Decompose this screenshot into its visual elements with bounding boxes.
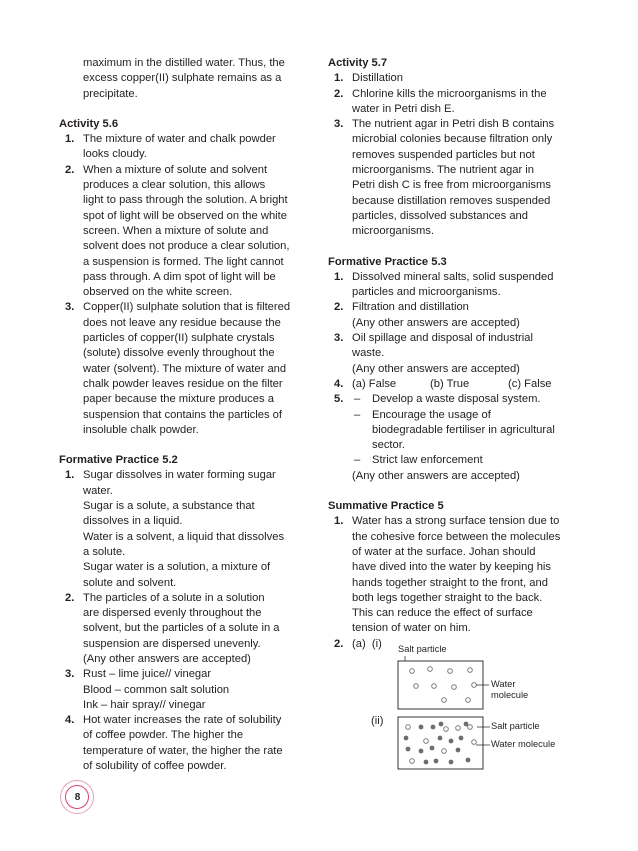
item-line: a solute. bbox=[83, 545, 126, 558]
item-line: (Any other answers are accepted) bbox=[352, 362, 520, 375]
water-molecule-circle bbox=[456, 726, 461, 731]
water-molecule-circle bbox=[410, 669, 415, 674]
item-line: microorganisms. bbox=[352, 225, 435, 238]
item-line: Filtration and distillation bbox=[352, 301, 469, 314]
item-number: 3. bbox=[334, 118, 344, 131]
item-number: 3. bbox=[334, 332, 344, 345]
item-number: 1. bbox=[334, 72, 344, 85]
container-box bbox=[398, 661, 483, 709]
item-line: waste. bbox=[352, 347, 385, 360]
intro-line: excess copper(II) sulphate remains as a bbox=[83, 72, 282, 85]
item-line: Blood – common salt solution bbox=[83, 683, 230, 696]
item-line: screen. When a mixture of solute and bbox=[83, 224, 269, 237]
dash-line: biodegradable fertiliser in agricultural bbox=[372, 423, 555, 436]
item-line: both legs together straight to the back. bbox=[352, 591, 543, 604]
item-line: particles of copper(II) sulphate crystals bbox=[83, 332, 275, 345]
item-line: Hot water increases the rate of solubility bbox=[83, 714, 282, 727]
item-line: a suspension is formed. The light cannot bbox=[83, 255, 284, 268]
page-number: 8 bbox=[74, 792, 81, 803]
formative-5-2-heading: Formative Practice 5.2 bbox=[59, 454, 178, 467]
dash-marker: – bbox=[354, 408, 361, 421]
salt-particle-dot bbox=[431, 725, 436, 730]
list-item bbox=[59, 713, 301, 774]
water-molecule-circle bbox=[468, 668, 473, 673]
item-line: temperature of water, the higher the rate bbox=[83, 744, 283, 757]
item-line: observed on the white screen. bbox=[83, 286, 233, 299]
item-line: Water is a solvent, a liquid that dissolves bbox=[83, 530, 285, 543]
item-number: 2. bbox=[334, 301, 344, 314]
water-molecule-circle bbox=[406, 725, 411, 730]
item-line: The mixture of water and chalk powder bbox=[83, 133, 276, 146]
item-line: suspension are dispersed unevenly. bbox=[83, 637, 261, 650]
intro-line: maximum in the distilled water. Thus, the bbox=[83, 57, 285, 69]
item-line: (Any other answers are accepted) bbox=[83, 652, 251, 665]
item-number: 3. bbox=[65, 668, 75, 681]
list-item bbox=[328, 514, 573, 636]
water-molecule-label: Water molecule bbox=[491, 739, 556, 749]
item-line: water (solvent). The mixture of water and bbox=[83, 362, 287, 375]
salt-particle-dot bbox=[449, 739, 454, 744]
item-line: The particles of a solute in a solution bbox=[83, 591, 265, 604]
list-item bbox=[59, 591, 301, 667]
item-line: Sugar dissolves in water forming sugar bbox=[83, 469, 276, 482]
salt-particle-dot bbox=[456, 748, 461, 753]
item-number: 1. bbox=[334, 515, 344, 528]
item-line: of water at the surface. Johan should bbox=[352, 545, 536, 558]
water-molecule-circle bbox=[424, 739, 429, 744]
dash-line: Develop a waste disposal system. bbox=[372, 393, 541, 406]
item-number: 1. bbox=[65, 469, 75, 482]
salt-particle-dot bbox=[434, 759, 439, 764]
dash-item bbox=[352, 408, 573, 454]
item-number: 3. bbox=[65, 301, 75, 314]
water-molecule-circle bbox=[410, 759, 415, 764]
formative-5-3-heading: Formative Practice 5.3 bbox=[328, 255, 447, 268]
water-molecule-circle bbox=[444, 727, 449, 732]
item-line: solute and solvent. bbox=[83, 576, 177, 589]
list-item bbox=[59, 667, 301, 713]
activity-5-6-heading: Activity 5.6 bbox=[59, 117, 119, 130]
water-molecule-circle bbox=[442, 698, 447, 703]
salt-particle-dot bbox=[438, 736, 443, 741]
item-line: tension of water on him. bbox=[352, 622, 471, 635]
part-i-label: (i) bbox=[371, 637, 382, 650]
item-line: Sugar is a solute, a substance that bbox=[83, 500, 255, 513]
dash-marker: – bbox=[354, 393, 361, 406]
page-number-badge bbox=[60, 780, 94, 814]
list-item bbox=[59, 163, 301, 301]
salt-particle-dot bbox=[459, 736, 464, 741]
item-line: Petri dish C is free from microorganisms bbox=[352, 179, 551, 192]
salt-particle-dot bbox=[466, 758, 471, 763]
salt-particle-dot bbox=[439, 722, 444, 727]
list-item bbox=[328, 331, 573, 377]
item-line: produces a clear solution, this allows bbox=[83, 179, 266, 192]
item-number: 5. bbox=[334, 393, 344, 406]
item-line: have dived into the water by keeping his bbox=[352, 561, 552, 574]
item-line: particles, dissolved substances and bbox=[352, 209, 528, 222]
item-line: of solubility of coffee powder. bbox=[83, 760, 227, 773]
water-molecule-label-line1: Water bbox=[491, 679, 516, 689]
answer-a: (a) False bbox=[352, 377, 397, 390]
water-molecule-label-line2: molecule bbox=[491, 690, 529, 700]
water-molecule-circle bbox=[472, 740, 477, 745]
list-item bbox=[328, 270, 573, 301]
item-line: does not leave any residue because the bbox=[83, 316, 281, 329]
list-item bbox=[328, 300, 573, 331]
item-line: are dispersed evenly throughout the bbox=[83, 607, 262, 620]
item-line: Sugar water is a solution, a mixture of bbox=[83, 561, 271, 574]
salt-particle-dot bbox=[404, 736, 409, 741]
right-column bbox=[328, 56, 573, 652]
solution-diagram-ii-labels bbox=[488, 721, 598, 753]
item-line: paper because the mixture produces a bbox=[83, 393, 274, 406]
salt-particle-dot bbox=[424, 760, 429, 765]
intro-line: precipitate. bbox=[83, 87, 138, 100]
salt-particle-dot bbox=[430, 746, 435, 751]
item-line: When a mixture of solute and solvent bbox=[83, 163, 268, 176]
salt-particle-dot bbox=[419, 725, 424, 730]
item-line: water in Petri dish E. bbox=[352, 102, 455, 115]
summative-5-heading: Summative Practice 5 bbox=[328, 500, 444, 513]
item-line: Dissolved mineral salts, solid suspended bbox=[352, 270, 554, 283]
dash-line: sector. bbox=[372, 439, 405, 452]
list-item bbox=[59, 468, 301, 590]
item-line: microorganisms. The nutrient agar in bbox=[352, 164, 534, 177]
item-line: (Any other answers are accepted) bbox=[352, 469, 520, 482]
activity-5-7-heading: Activity 5.7 bbox=[328, 57, 388, 69]
salt-particle-dot bbox=[406, 747, 411, 752]
item-line: suspension that contains the particles of bbox=[83, 408, 283, 421]
true-false-answers bbox=[352, 377, 573, 392]
item-line: hands together straight to the front, and bbox=[352, 576, 548, 589]
item-number: 1. bbox=[334, 270, 344, 283]
item-line: pass through. A dim spot of light will be bbox=[83, 270, 276, 283]
list-item bbox=[328, 117, 573, 239]
item-line: solvent, but the particles of a solute in a bbox=[83, 622, 280, 635]
water-molecule-circle bbox=[428, 667, 433, 672]
water-molecule-circle bbox=[472, 683, 477, 688]
item-number: 2. bbox=[65, 591, 75, 604]
item-line: Oil spillage and disposal of industrial bbox=[352, 332, 533, 345]
list-item bbox=[59, 132, 301, 163]
item-number: 2. bbox=[65, 163, 75, 176]
water-molecule-circle bbox=[466, 698, 471, 703]
item-line: Chlorine kills the microorganisms in the bbox=[352, 87, 547, 100]
list-item bbox=[59, 300, 301, 438]
item-line: of coffee powder. The higher the bbox=[83, 729, 244, 742]
item-number: 2. bbox=[334, 87, 344, 100]
item-line: looks cloudy. bbox=[83, 148, 147, 161]
answer-c: (c) False bbox=[508, 377, 552, 390]
item-number: 2. bbox=[334, 637, 344, 650]
item-line: insoluble chalk powder. bbox=[83, 423, 199, 436]
item-line: removes suspended particles but not bbox=[352, 148, 535, 161]
dash-item bbox=[352, 392, 573, 407]
water-molecule-circle bbox=[414, 684, 419, 689]
water-molecule-circle bbox=[442, 749, 447, 754]
item-line: solvent does not produce a clear solution, bbox=[83, 240, 290, 253]
list-item bbox=[328, 392, 573, 484]
list-item bbox=[328, 87, 573, 118]
dash-line: Encourage the usage of bbox=[372, 408, 491, 421]
item-number: 1. bbox=[65, 133, 75, 146]
item-line: Rust – lime juice// vinegar bbox=[83, 668, 212, 681]
part-a-label: (a) bbox=[352, 637, 366, 650]
part-ii-label: (ii) bbox=[371, 715, 384, 727]
item-line: the cohesive force between the molecules bbox=[352, 530, 561, 543]
left-column bbox=[59, 56, 301, 774]
item-line: microbial colonies because filtration only bbox=[352, 133, 553, 146]
item-number: 4. bbox=[65, 714, 75, 727]
item-line: because distillation removes suspended bbox=[352, 194, 551, 207]
dash-line: Strict law enforcement bbox=[372, 454, 483, 467]
item-line: light to pass through the solution. A bright bbox=[83, 194, 288, 207]
answer-b: (b) True bbox=[430, 377, 470, 390]
list-item bbox=[328, 71, 573, 86]
water-molecule-circle bbox=[448, 669, 453, 674]
list-item bbox=[328, 377, 573, 392]
item-line: water. bbox=[83, 484, 113, 497]
salt-particle-label: Salt particle bbox=[398, 644, 447, 654]
dash-marker: – bbox=[354, 454, 361, 467]
item-line: Water has a strong surface tension due to bbox=[352, 515, 560, 528]
item-line: This can reduce the effect of surface bbox=[352, 607, 533, 620]
item-line: spot of light will be observed on the white bbox=[83, 209, 287, 222]
salt-particle-dot bbox=[419, 749, 424, 754]
item-line: (Any other answers are accepted) bbox=[352, 316, 520, 329]
item-number: 4. bbox=[334, 377, 344, 390]
item-line: chalk powder leaves residue on the filter bbox=[83, 377, 283, 390]
item-line: The nutrient agar in Petri dish B contains bbox=[352, 118, 555, 131]
diagram-i-figure bbox=[396, 644, 496, 710]
water-molecule-circle bbox=[468, 725, 473, 730]
item-line: dissolves in a liquid. bbox=[83, 515, 183, 528]
item-line: particles and microorganisms. bbox=[352, 286, 501, 299]
item-line: Distillation bbox=[352, 72, 403, 85]
salt-particle-dot bbox=[449, 760, 454, 765]
item-line: Copper(II) sulphate solution that is filtered bbox=[83, 301, 291, 314]
item-line: (solute) dissolve evenly throughout the bbox=[83, 347, 275, 360]
salt-particle-label: Salt particle bbox=[491, 721, 540, 731]
dash-item bbox=[352, 453, 573, 468]
diagram-ii-figure bbox=[396, 715, 492, 771]
item-line: Ink – hair spray// vinegar bbox=[83, 698, 206, 711]
water-molecule-circle bbox=[452, 685, 457, 690]
water-molecule-circle bbox=[432, 684, 437, 689]
